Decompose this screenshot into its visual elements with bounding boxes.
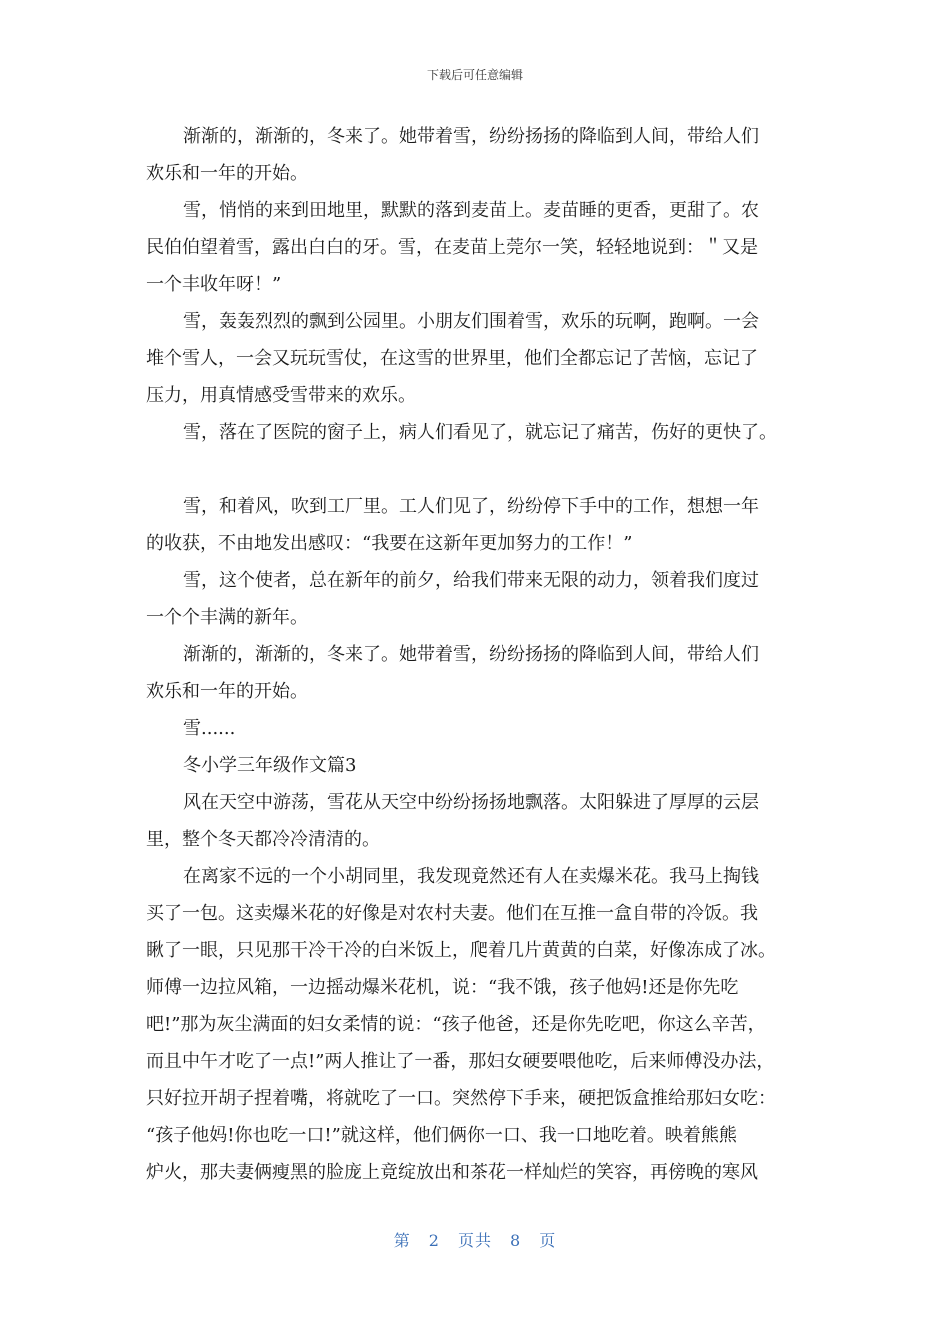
paragraph-line: 雪，轰轰烈烈的飘到公园里。小朋友们围着雪，欢乐的玩啊，跑啊。一会 (183, 311, 759, 332)
paragraph-line: 只好拉开胡子捏着嘴，将就吃了一口。突然停下手来，硬把饭盒推给那妇女吃： (146, 1088, 776, 1109)
paragraph-line: 欢乐和一年的开始。 (146, 163, 308, 184)
paragraph-line: 风在天空中游荡，雪花从天空中纷纷扬扬地飘落。太阳躲进了厚厚的云层 (183, 792, 759, 813)
footer-middle: 页共 (457, 1231, 492, 1250)
paragraph-line: 里，整个冬天都冷冷清清的。 (146, 829, 380, 850)
page-header: 下载后可任意编辑 (426, 68, 523, 82)
footer-prefix: 第 (393, 1231, 411, 1250)
paragraph-line: 雪，悄悄的来到田地里，默默的落到麦苗上。麦苗睡的更香，更甜了。农 (183, 200, 759, 221)
paragraph-line: 炉火，那夫妻俩瘦黑的脸庞上竟绽放出和茶花一样灿烂的笑容，再傍晚的寒风 (146, 1162, 758, 1183)
paragraph-line: 瞅了一眼，只见那干冷干冷的白米饭上，爬着几片黄黄的白菜，好像冻成了冰。 (146, 940, 776, 961)
paragraph-line: 堆个雪人，一会又玩玩雪仗，在这雪的世界里，他们全都忘记了苦恼，忘记了 (146, 348, 758, 369)
paragraph-line: 吧!”那为灰尘满面的妇女柔情的说：“孩子他爸，还是你先吃吧，你这么辛苦， (146, 1014, 766, 1035)
paragraph-line: 渐渐的，渐渐的，冬来了。她带着雪，纷纷扬扬的降临到人间，带给人们 (183, 126, 759, 147)
paragraph-line: 雪，这个使者，总在新年的前夕，给我们带来无限的动力，领着我们度过 (183, 570, 759, 591)
paragraph-line: 买了一包。这卖爆米花的好像是对农村夫妻。他们在互推一盒自带的冷饭。我 (146, 903, 758, 924)
paragraph-line: 一个丰收年呀！” (146, 274, 282, 295)
page-footer (0, 1228, 950, 1251)
paragraph-line: 压力，用真情感受雪带来的欢乐。 (146, 385, 416, 406)
paragraph-line: 而且中午才吃了一点!”两人推让了一番，那妇女硬要喂他吃，后来师傅没办法， (146, 1051, 775, 1072)
paragraph-line: 民伯伯望着雪，露出白白的牙。雪，在麦苗上莞尔一笑，轻轻地说到：＂又是 (146, 237, 758, 258)
paragraph-line: “孩子他妈!你也吃一口!”就这样，他们俩你一口、我一口地吃着。映着熊熊 (146, 1125, 737, 1146)
paragraph-line: 雪...... (183, 718, 236, 739)
document-body (146, 118, 816, 1191)
paragraph-line: 雪，落在了医院的窗子上，病人们看见了，就忘记了痛苦，伤好的更快了。 (183, 422, 777, 443)
paragraph-line: 在离家不远的一个小胡同里，我发现竟然还有人在卖爆米花。我马上掏钱 (183, 866, 759, 887)
paragraph-line: 的收获，不由地发出感叹：“我要在这新年更加努力的工作！” (146, 533, 633, 554)
paragraph-line: 师傅一边拉风箱，一边摇动爆米花机，说：“我不饿，孩子他妈!还是你先吃 (146, 977, 739, 998)
total-pages-number: 8 (510, 1231, 522, 1250)
current-page-number: 2 (428, 1231, 440, 1250)
section-heading: 冬小学三年级作文篇3 (183, 755, 357, 776)
paragraph-line: 欢乐和一年的开始。 (146, 681, 308, 702)
paragraph-line: 一个个丰满的新年。 (146, 607, 308, 628)
footer-suffix: 页 (539, 1231, 557, 1250)
paragraph-line: 渐渐的，渐渐的，冬来了。她带着雪，纷纷扬扬的降临到人间，带给人们 (183, 644, 759, 665)
paragraph-line: 雪，和着风，吹到工厂里。工人们见了，纷纷停下手中的工作，想想一年 (183, 496, 759, 517)
paragraph-gap (146, 451, 816, 488)
